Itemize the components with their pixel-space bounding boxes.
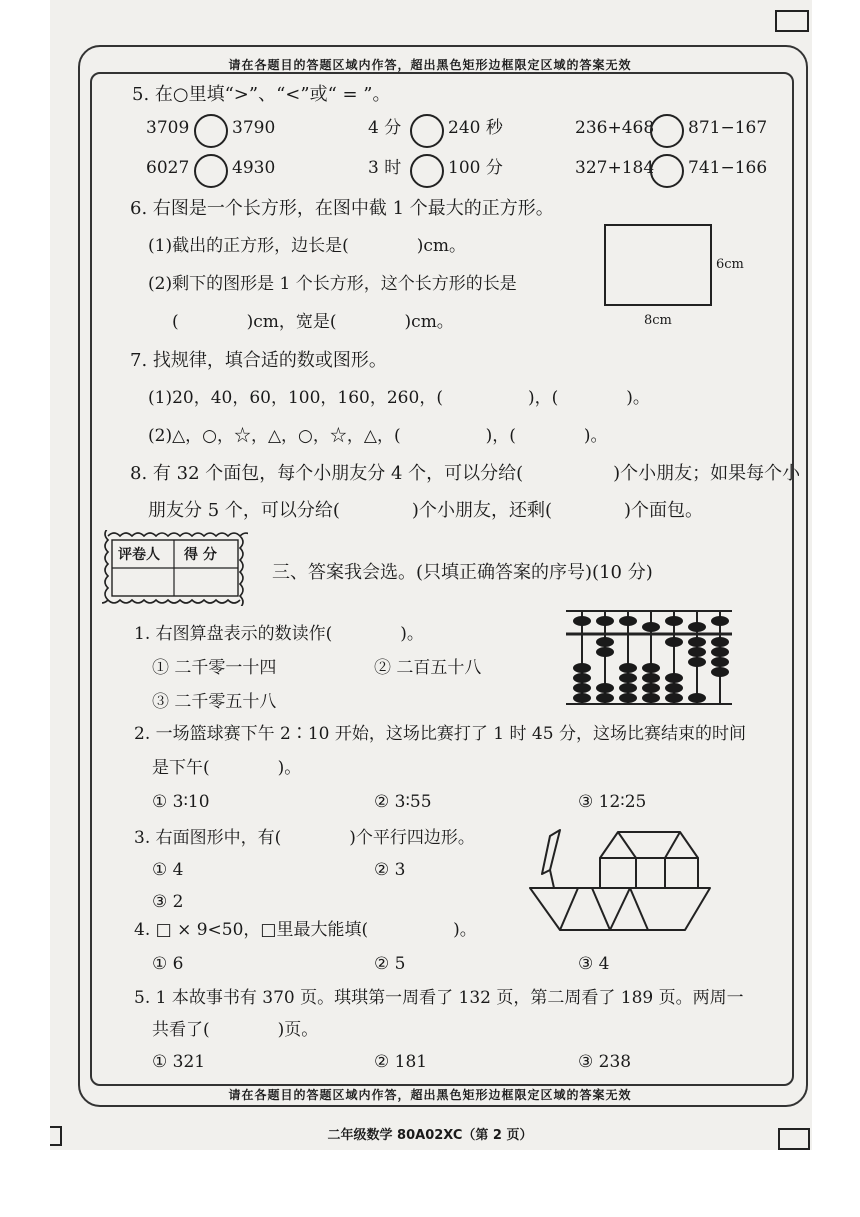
rectangle-figure: [604, 224, 712, 306]
score-label: 得 分: [184, 547, 217, 563]
q7-title: 7. 找规律，填合适的数或图形。: [130, 350, 387, 371]
section3-title: 三、答案我会选。(只填正确答案的序号)(10 分): [272, 562, 653, 583]
s3-q3-stem: 3. 右面图形中，有( )个平行四边形。: [134, 828, 475, 848]
s3-q2-stem-line1: 2. 一场篮球赛下午 2∶10 开始，这场比赛打了 1 时 45 分，这场比赛结束的时间: [134, 724, 746, 744]
q5-r1-a-right: 3790: [232, 118, 276, 138]
q6-title: 6. 右图是一个长方形，在图中截 1 个最大的正方形。: [130, 198, 554, 219]
s3-q4-option2: ② 5: [374, 954, 406, 974]
s3-q2-stem-line2: 是下午( )。: [152, 758, 302, 778]
registration-mark-top-right: [775, 10, 809, 32]
notice-top: 请在各题目的答题区域内作答，超出黑色矩形边框限定区域的答案无效: [228, 58, 632, 72]
q5-r2-b-right: 100 分: [448, 158, 503, 178]
q7-part1: (1)20，40，60，100，160，260，( )，( )。: [148, 388, 650, 408]
answer-circle[interactable]: [650, 154, 684, 188]
s3-q2-option3: ③ 12∶25: [578, 792, 647, 812]
q5-r2-b-left: 3 时: [368, 158, 402, 178]
answer-circle[interactable]: [194, 114, 228, 148]
q5-r1-b-right: 240 秒: [448, 118, 503, 138]
boat-shape-figure: [520, 826, 720, 934]
q8-line2: 朋友分 5 个，可以分给( )个小朋友，还剩( )个面包。: [148, 500, 703, 521]
q5-r1-a-left: 3709: [146, 118, 190, 138]
q6-part2: (2)剩下的图形是 1 个长方形，这个长方形的长是: [148, 274, 517, 294]
q5-title: 5. 在○里填“>”、“<”或“ = ”。: [132, 84, 391, 105]
s3-q3-option3: ③ 2: [152, 892, 184, 912]
s3-q1-option2: ② 二百五十八: [374, 658, 482, 678]
grader-label: 评卷人: [118, 547, 160, 563]
s3-q2-option2: ② 3∶55: [374, 792, 432, 812]
notice-bottom: 请在各题目的答题区域内作答，超出黑色矩形边框限定区域的答案无效: [228, 1088, 632, 1102]
abacus-figure: [564, 608, 734, 708]
q5-r1-c-left: 236+468: [575, 118, 655, 138]
q5-r2-c-left: 327+184: [575, 158, 655, 178]
s3-q2-option1: ① 3∶10: [152, 792, 210, 812]
answer-circle[interactable]: [194, 154, 228, 188]
q7-part2: (2)△，○，☆，△，○，☆，△，( )，( )。: [148, 426, 608, 446]
rectangle-width-label: 8cm: [644, 313, 672, 328]
s3-q1-stem: 1. 右图算盘表示的数读作( )。: [134, 624, 424, 644]
s3-q4-option1: ① 6: [152, 954, 184, 974]
q5-r1-c-right: 871−167: [688, 118, 768, 138]
q8-line1: 8. 有 32 个面包，每个小朋友分 4 个，可以分给( )个小朋友；如果每个小: [130, 463, 801, 484]
q5-r2-a-left: 6027: [146, 158, 190, 178]
q6-part1: (1)截出的正方形，边长是( )cm。: [148, 236, 466, 256]
s3-q3-option1: ① 4: [152, 860, 184, 880]
answer-circle[interactable]: [650, 114, 684, 148]
s3-q5-stem-line1: 5. 1 本故事书有 370 页。琪琪第一周看了 132 页，第二周看了 189 页。两周一: [134, 988, 744, 1008]
s3-q5-option2: ② 181: [374, 1052, 428, 1072]
score-box: [102, 530, 248, 606]
s3-q1-option1: ① 二千零一十四: [152, 658, 277, 678]
s3-q4-stem: 4. □ × 9<50，□里最大能填( )。: [134, 920, 477, 940]
s3-q5-option1: ① 321: [152, 1052, 206, 1072]
s3-q5-option3: ③ 238: [578, 1052, 632, 1072]
s3-q4-option3: ③ 4: [578, 954, 610, 974]
rectangle-height-label: 6cm: [716, 257, 744, 272]
q5-r2-a-right: 4930: [232, 158, 276, 178]
s3-q3-option2: ② 3: [374, 860, 406, 880]
s3-q5-stem-line2: 共看了( )页。: [152, 1020, 319, 1040]
answer-circle[interactable]: [410, 154, 444, 188]
q5-r2-c-right: 741−166: [688, 158, 768, 178]
q5-r1-b-left: 4 分: [368, 118, 402, 138]
q6-part3: ( )cm，宽是( )cm。: [172, 312, 454, 332]
page-footer: 二年级数学 80A02XC（第 2 页）: [327, 1128, 533, 1143]
s3-q1-option3: ③ 二千零五十八: [152, 692, 277, 712]
answer-circle[interactable]: [410, 114, 444, 148]
